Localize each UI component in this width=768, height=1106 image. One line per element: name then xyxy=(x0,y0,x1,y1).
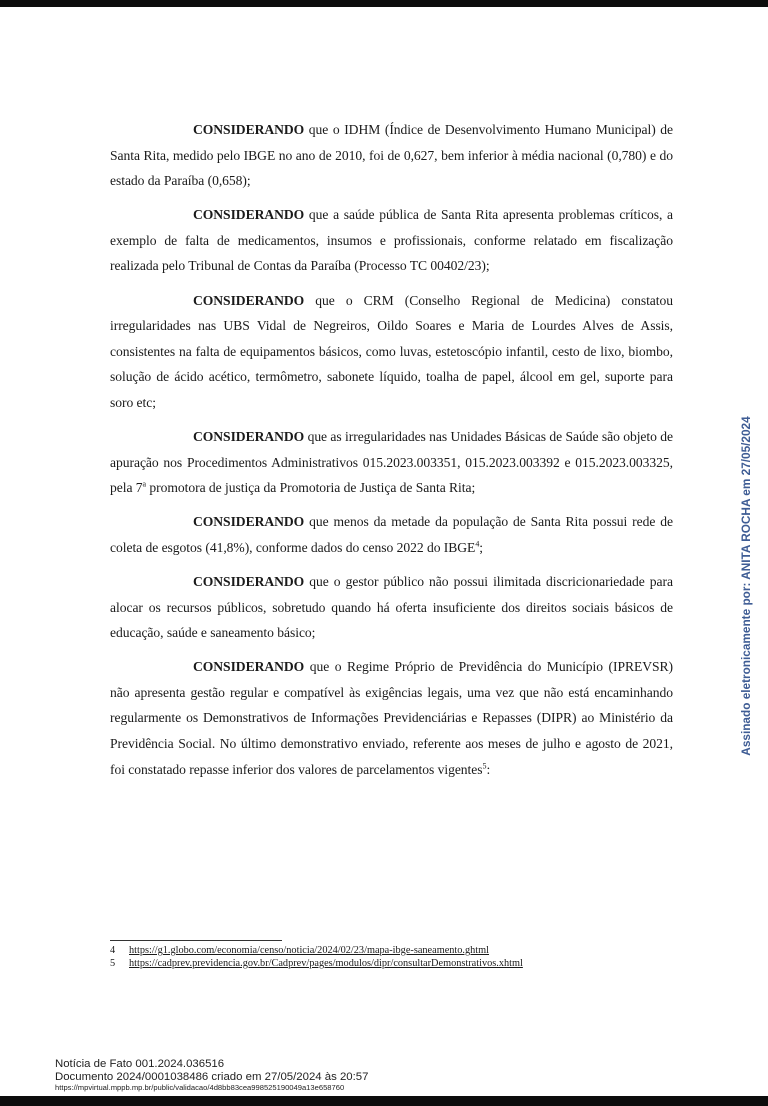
footnote-number: 4 xyxy=(110,945,116,956)
electronic-signature-stamp: Assinado eletronicamente por: ANITA ROCHA em 27/05/2024 xyxy=(739,416,753,756)
considerando-lead: CONSIDERANDO xyxy=(193,514,305,530)
footer-noticia-de-fato: Notícia de Fato 001.2024.036516 xyxy=(55,1058,225,1070)
paragraph-gestor-publico xyxy=(110,569,673,646)
considerando-lead: CONSIDERANDO xyxy=(193,122,305,137)
considerando-lead: CONSIDERANDO xyxy=(193,292,305,308)
footnote-5 xyxy=(110,957,710,970)
considerando-lead: CONSIDERANDO xyxy=(193,429,305,445)
footnote-ref-4: 4 xyxy=(475,539,480,549)
footer-documento: Documento 2024/0001038486 criado em 27/05/2024 às 20:57 xyxy=(55,1070,369,1083)
considerando-lead: CONSIDERANDO xyxy=(193,574,305,589)
paragraph-saude-publica xyxy=(110,202,673,279)
footnote-4 xyxy=(110,944,710,957)
footnote-link-ibge[interactable]: https://g1.globo.com/economia/censo/noticia/2024/02/23/mapa-ibge-saneamento.ghtml xyxy=(129,945,490,956)
document-body xyxy=(110,117,673,791)
paragraph-text: : xyxy=(486,761,491,777)
paragraph-text: promotora de justiça da Promotoria de Justiça de Santa Rita; xyxy=(146,480,476,496)
footnote-number: 5 xyxy=(110,958,116,969)
ordinal-superscript: a xyxy=(142,479,147,489)
footer-validation-url: https://mpvirtual.mppb.mp.br/public/validacao/4d8bb83cea998525190049a13e658760 xyxy=(55,1083,345,1093)
bottom-border xyxy=(0,1096,768,1106)
paragraph-text: que a saúde pública de Santa Rita apresenta problemas críticos, a exemplo de falta de medicamentos, insumos e profissionais, conforme relatado em fiscalização realizada pelo Tribunal de Contas da Paraíba (Processo TC 00402/23); xyxy=(110,207,673,274)
paragraph-idhm xyxy=(110,117,673,194)
paragraph-text: que as irregularidades nas Unidades Básicas de Saúde são objeto de apuração nos Procedimentos Administrativos 015.2023.003351, 015.2023.003392 e 015.2023.003325, pela 7 xyxy=(110,429,673,496)
footnote-link-cadprev[interactable]: https://cadprev.previdencia.gov.br/Cadprev/pages/modulos/dipr/consultarDemonstrativos.xhtml xyxy=(129,958,523,969)
considerando-lead: CONSIDERANDO xyxy=(193,659,305,675)
paragraph-previdencia xyxy=(110,654,673,782)
footnotes xyxy=(110,940,710,970)
paragraph-text: que o gestor público não possui ilimitada discricionariedade para alocar os recursos públicos, sobretudo quando há oferta insuficiente dos direitos sociais básicos de educação, saúde e saneamento básico; xyxy=(110,574,673,641)
paragraph-text: ; xyxy=(479,539,483,555)
paragraph-text: que menos da metade da população de Santa Rita possui rede de coleta de esgotos (41,8%), conforme dados do censo 2022 do IBGE xyxy=(110,514,673,555)
footnote-ref-5: 5 xyxy=(482,761,487,771)
considerando-lead: CONSIDERANDO xyxy=(193,207,305,223)
paragraph-text: que o CRM (Conselho Regional de Medicina) constatou irregularidades nas UBS Vidal de Negreiros, Oildo Soares e Maria de Lourdes Alves de Assis, consistentes na falta de equipamentos básicos, como luvas, estetoscópio infantil, cesto de lixo, biombo, solução de ácido acético, termômetro, sabonete líquido, toalha de papel, álcool em gel, suporte para soro etc; xyxy=(110,292,673,410)
paragraph-text: que o IDHM (Índice de Desenvolvimento Humano Municipal) de Santa Rita, medido pelo IBGE no ano de 2010, foi de 0,627, bem inferior à média nacional (0,780) e do estado da Paraíba (0,658); xyxy=(110,122,673,189)
paragraph-crm xyxy=(110,288,673,416)
document-footer xyxy=(55,1058,368,1093)
paragraph-esgoto xyxy=(110,509,673,560)
footnote-divider xyxy=(110,940,282,941)
top-border xyxy=(0,0,768,7)
paragraph-text: que o Regime Próprio de Previdência do Município (IPREVSR) não apresenta gestão regular e compatível às exigências legais, uma vez que não está encaminhando regularmente os Demonstrativos de Informações Previdenciárias e Repasses (DIPR) ao Ministério da Previdência Social. No último demonstrativo enviado, referente aos meses de julho e agosto de 2021, foi constatado repasse inferior dos valores de parcelamentos vigentes xyxy=(110,659,673,777)
paragraph-irregularidades-ubs xyxy=(110,424,673,501)
